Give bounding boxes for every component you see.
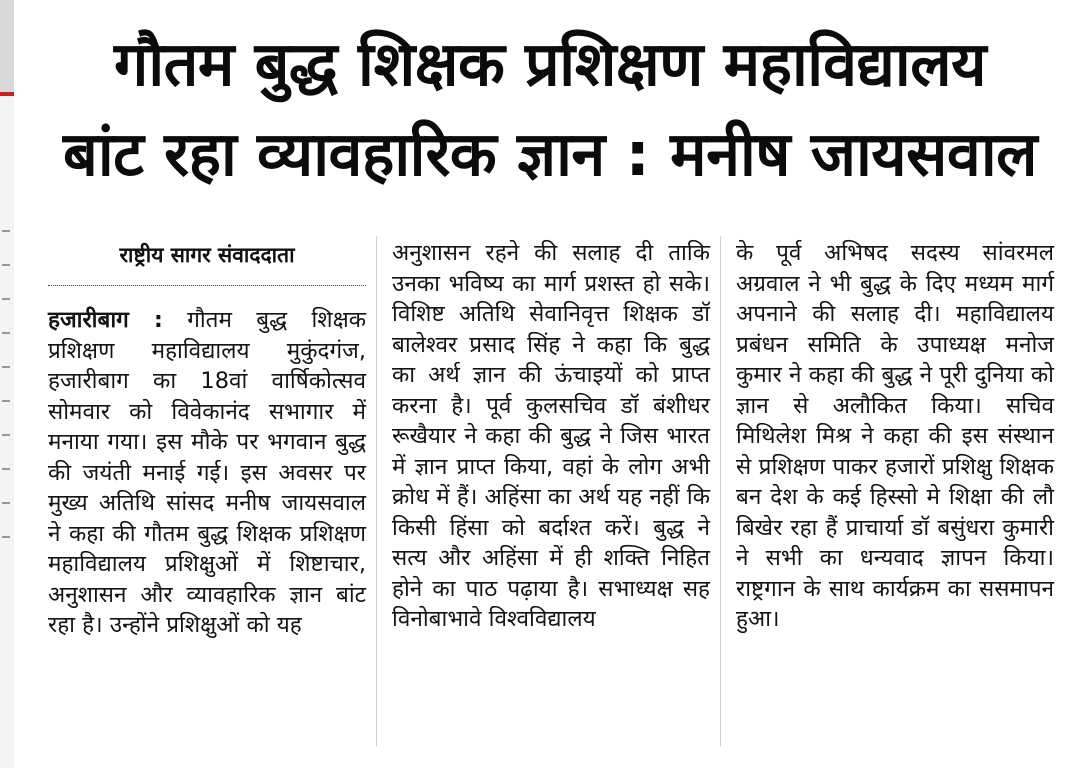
article-column-1	[48, 305, 366, 641]
byline: राष्ट्रीय सागर संवाददाता	[119, 243, 295, 267]
column-1-text: गौतम बुद्ध शिक्षक प्रशिक्षण महाविद्यालय मुकुंदगंज, हजारीबाग का 18वां वार्षिकोत्सव सोमवार को विवेकानंद सभागार में मनाया गया। इस मौके पर भगवान बुद्ध की जयंती मनाई गई। इस अवसर पर मुख्य अतिथि सांसद मनीष जायसवाल ने कहा की गौतम बुद्ध शिक्षक प्रशिक्षण महाविद्यालय प्रशिक्षुओं में शिष्टाचार, अनुशासन और व्यावहारिक ज्ञान बांट रहा है। उन्होंने प्रशिक्षुओं को यह	[48, 307, 366, 638]
article-headline	[44, 20, 1056, 200]
byline-divider	[48, 285, 366, 286]
column-divider-2	[720, 236, 721, 746]
headline-line-2: बांट रहा व्यावहारिक ज्ञान : मनीष जायसवाल	[63, 119, 1037, 190]
headline-line-1: गौतम बुद्ध शिक्षक प्रशिक्षण महाविद्यालय	[114, 29, 986, 100]
column-divider-1	[376, 236, 377, 746]
column-2-text: अनुशासन रहने की सलाह दी ताकि उनका भविष्य का मार्ग प्रशस्त हो सके। विशिष्ट अतिथि सेवानिवृत्त शिक्षक डॉ बालेश्वर प्रसाद सिंह ने कहा कि बुद्ध का अर्थ ज्ञान की ऊंचाइयों को प्राप्त करना है। पूर्व कुलसचिव डॉ बंशीधर रूखैयार ने कहा की बुद्ध ने जिस भारत में ज्ञान प्राप्त किया, वहां के लोग अभी क्रोध में हैं। अहिंसा का अर्थ यह नहीं कि किसी हिंसा को बर्दाश्त करें। बुद्ध ने सत्य और अहिंसा में ही शक्ति निहित होने का पाठ पढ़ाया है। सभाध्यक्ष सह विनोबाभावे विश्वविद्यालय	[392, 240, 710, 632]
dateline: हजारीबाग :	[48, 307, 163, 333]
page-edge-marks	[2, 230, 10, 570]
article-column-2	[392, 238, 710, 635]
page-edge-accent	[0, 92, 14, 96]
column-3-text: के पूर्व अभिषद सदस्य सांवरमल अग्रवाल ने भी बुद्ध के दिए मध्यम मार्ग अपनाने की सलाह दी। महाविद्यालय प्रबंधन समिति के उपाध्यक्ष मनोज कुमार ने कहा की बुद्ध ने पूरी दुनिया को ज्ञान से अलौकित किया। सचिव मिथिलेश मिश्र ने कहा की इस संस्थान से प्रशिक्षण पाकर हजारों प्रशिक्षु शिक्षक बन देश के कई हिस्सो मे शिक्षा की लौ बिखेर रहा हैं प्राचार्या डॉ बसुंधरा कुमारी ने सभी का धन्यवाद ज्ञापन किया। राष्ट्रगान के साथ कार्यक्रम का ससमापन हुआ।	[736, 240, 1054, 632]
article-column-3	[736, 238, 1054, 635]
page-edge-block	[0, 0, 14, 92]
